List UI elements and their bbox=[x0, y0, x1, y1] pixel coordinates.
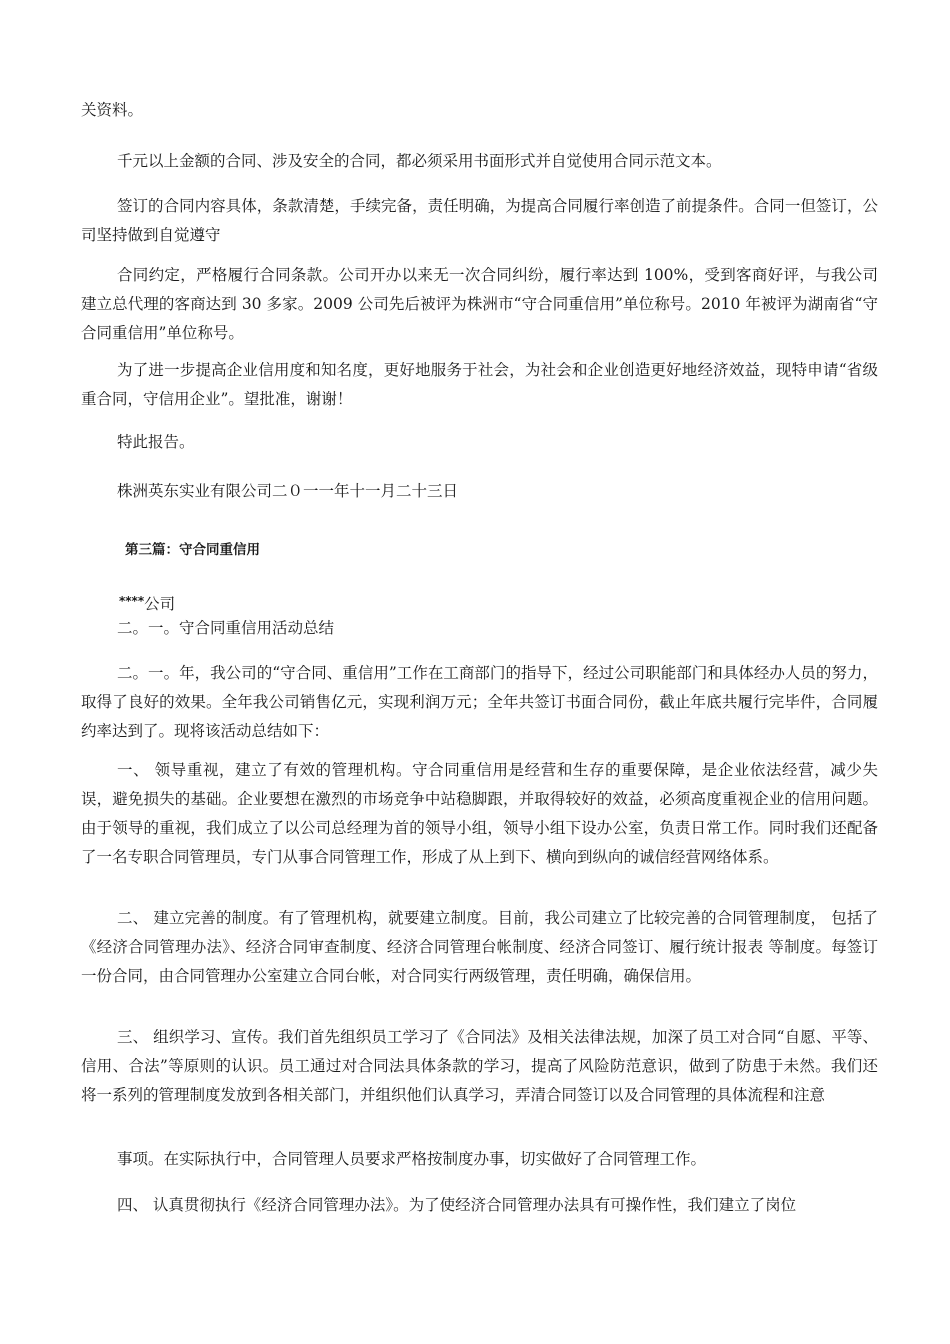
paragraph-point-three: 三、 组织学习、宣传。我们首先组织员工学习了《合同法》及相关法律法规，加深了员工对合同“自愿、平等、信用、合法”等原则的认识。员工通过对合同法具体条款的学习，提高了风险防范意识，做到了防患于未然。我们还将一系列的管理制度发放到各相关部门，并组织他们认真学习，弄清合同签订以及合同管理的具体流程和注意 bbox=[81, 1028, 878, 1104]
paragraph-point-three-continued: 事项。在实际执行中，合同管理人员要求严格按制度办事，切实做好了合同管理工作。 bbox=[117, 1150, 707, 1168]
paragraph-summary-intro: 二。一。年，我公司的“守合同、重信用”工作在工商部门的指导下，经过公司职能部门和具体经办人员的努力，取得了良好的效果。全年我公司销售亿元，实现利润万元；全年共签订书面合同份，截止年底共履行完毕件，合同履约率达到了。现将该活动总结如下： bbox=[81, 664, 878, 740]
company-name-suffix: 公司 bbox=[144, 595, 176, 613]
paragraph-report-closing: 特此报告。 bbox=[117, 433, 195, 451]
paragraph-continuation: 关资料。 bbox=[81, 101, 144, 119]
paragraph-contract-content: 签订的合同内容具体，条款清楚，手续完备，责任明确，为提高合同履行率创造了前提条件。合同一但签订，公司坚持做到自觉遵守 bbox=[81, 197, 878, 244]
section-heading: 第三篇：守合同重信用 bbox=[125, 542, 260, 558]
section-title-line: 二。一。守合同重信用活动总结 bbox=[117, 619, 335, 637]
paragraph-contract-performance: 合同约定，严格履行合同条款。公司开办以来无一次合同纠纷，履行率达到 100%，受到客商好评，与我公司建立总代理的客商达到 30 多家。2009 公司先后被评为株洲市“守合同重信用”单位称号。2010 年被评为湖南省“守合同重信用”单位称号。 bbox=[81, 266, 878, 342]
paragraph-written-contracts: 千元以上金额的合同、涉及安全的合同，都必须采用书面形式并自觉使用合同示范文本。 bbox=[117, 152, 722, 170]
paragraph-point-one: 一、 领导重视，建立了有效的管理机构。守合同重信用是经营和生存的重要保障，是企业依法经营，减少失误，避免损失的基础。企业要想在激烈的市场竞争中站稳脚跟，并取得较好的效益，必须高度重视企业的信用问题。由于领导的重视，我们成立了以公司总经理为首的领导小组，领导小组下设办公室，负责日常工作。同时我们还配备了一名专职合同管理员，专门从事合同管理工作，形成了从上到下、横向到纵向的诚信经营网络体系。 bbox=[81, 761, 878, 866]
company-name-line bbox=[119, 591, 175, 614]
company-name-stars: **** bbox=[119, 594, 145, 608]
paragraph-point-two: 二、 建立完善的制度。有了管理机构，就要建立制度。目前，我公司建立了比较完善的合同管理制度， 包括了《经济合同管理办法》、经济合同审查制度、经济合同管理台帐制度、经济合同签订、履行统计报表 等制度。每签订一份合同，由合同管理办公室建立合同台帐，对合同实行两级管理，责任明确，确保信用。 bbox=[81, 909, 878, 985]
paragraph-point-four: 四、 认真贯彻执行《经济合同管理办法》。为了使经济合同管理办法具有可操作性，我们建立了岗位 bbox=[117, 1196, 797, 1214]
paragraph-signature-date: 株洲英东实业有限公司二０一一年十一月二十三日 bbox=[117, 482, 459, 500]
paragraph-application: 为了进一步提高企业信用度和知名度，更好地服务于社会，为社会和企业创造更好地经济效益，现特申请“省级重合同，守信用企业”。望批准，谢谢！ bbox=[81, 361, 878, 408]
